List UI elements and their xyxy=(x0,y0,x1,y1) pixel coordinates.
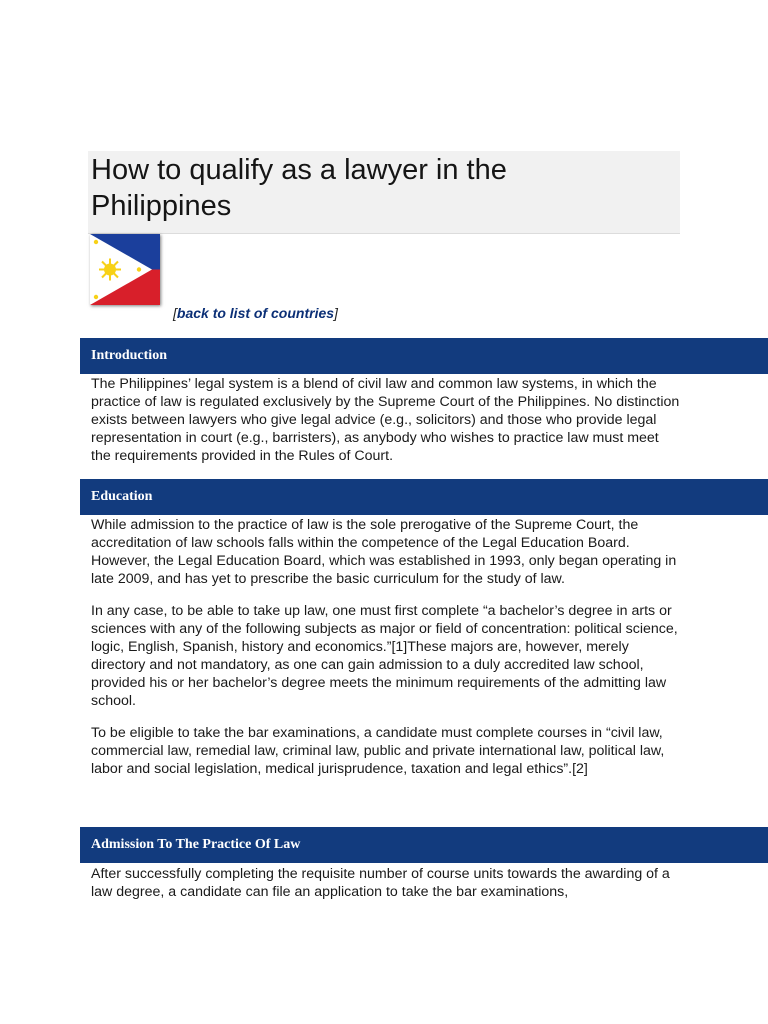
education-paragraph-2: In any case, to be able to take up law, one must first complete “a bachelor’s degree in arts or sciences with any of the following subjects as major or field of concentration: political science, logic, English, Spanish, history and economics.”[1]These majors are, however, merely directory and not mandatory, as one can gain admission to a duly accredited law school, provided his or her bachelor’s degree meets the minimum requirements of the admitting law school. xyxy=(91,603,678,709)
title-box xyxy=(88,151,680,234)
flag-graphic xyxy=(90,234,160,305)
section-heading-introduction: Introduction xyxy=(80,338,768,374)
close-bracket: ] xyxy=(334,305,338,321)
introduction-paragraph: The Philippines’ legal system is a blend of civil law and common law systems, in which the practice of law is regulated exclusively by the Supreme Court of the Philippines. No distinction exists between lawyers who give legal advice (e.g., solicitors) and those who provide legal representation in court (e.g., barristers), as anybody who wishes to practice law must meet the requirements provided in the Rules of Court. xyxy=(91,376,680,464)
section-heading-admission: Admission To The Practice Of Law xyxy=(80,827,768,863)
admission-paragraph: After successfully completing the requisite number of course units towards the awarding of a law degree, a candidate can file an application to take the bar examinations, xyxy=(91,866,670,900)
open-bracket: [ xyxy=(173,305,177,321)
back-link-line xyxy=(173,305,338,321)
section-heading-education: Education xyxy=(80,479,768,515)
back-to-list-link[interactable]: back to list of countries xyxy=(176,305,335,321)
page-title: How to qualify as a lawyer in the Philippines xyxy=(91,154,507,222)
education-paragraph-1: While admission to the practice of law is the sole prerogative of the Supreme Court, the accreditation of law schools falls within the competence of the Legal Education Board. However, the Legal Education Board, which was established in 1993, only began operating in late 2009, and has yet to prescribe the basic curriculum for the study of law. xyxy=(91,517,677,587)
sun-icon xyxy=(99,259,121,281)
education-paragraph-3: To be eligible to take the bar examinations, a candidate must complete courses in “civil law, commercial law, remedial law, criminal law, public and private international law, political law, labor and social legislation, medical jurisprudence, taxation and legal ethics”.[2] xyxy=(91,725,665,777)
philippines-flag-icon xyxy=(90,234,160,305)
